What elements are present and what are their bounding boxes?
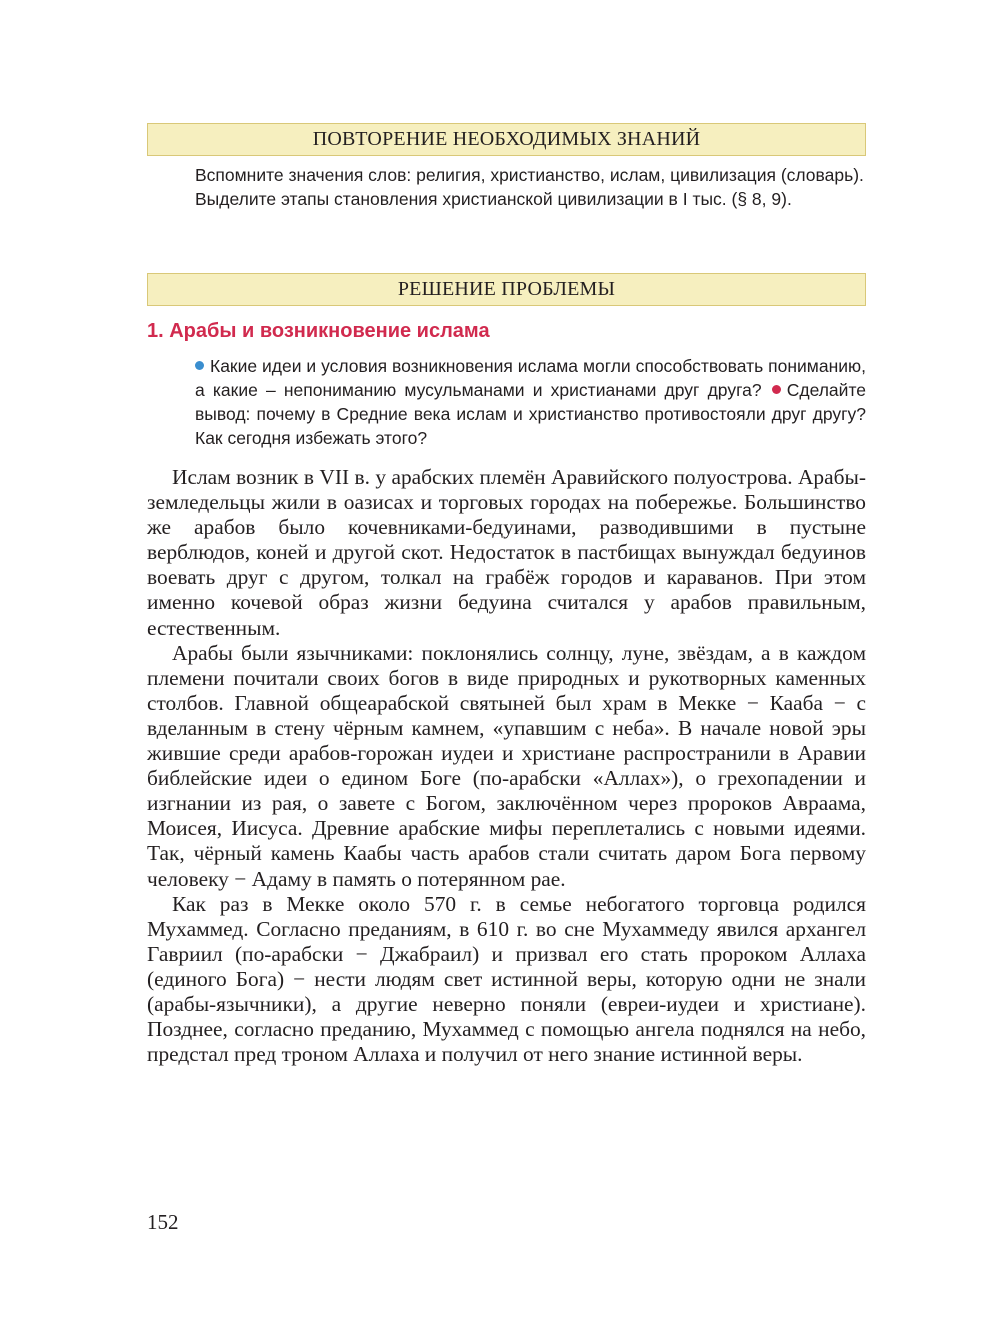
problem-banner: РЕШЕНИЕ ПРОБЛЕМЫ (147, 273, 866, 306)
red-bullet-icon (772, 385, 781, 394)
body-paragraph-2: Арабы были язычниками: поклонялись солнцу, луне, звёздам, а в каждом племени почитали своих богов в виде природных и рукотворных каменных столбов. Главной общеарабской святыней был храм в Мекке − Кааба − с вделанным в стену чёрным камнем, «упавшим с неба». В начале новой эры жившие среди арабов-горожан иудеи и христиане распространили в Аравии библейские идеи о едином Боге (по-арабски «Аллах»), о грехопадении и изгнании из рая, о завете с Богом, заключённом через пророков Авраама, Моисея, Иисуса. Древние арабские мифы переплетались с новыми идеями. Так, чёрный камень Каабы часть арабов стали считать даром Бога первому человеку − Адаму в память о потерянном рае. (147, 640, 866, 891)
task-question-1: Какие идеи и условия возникновения ислама могли способствовать пониманию, а какие – непониманию мусульманами и христианами друг друга? (195, 356, 866, 400)
review-banner: ПОВТОРЕНИЕ НЕОБХОДИМЫХ ЗНАНИЙ (147, 123, 866, 156)
body-paragraph-1: Ислам возник в VII в. у арабских племён Аравийского полуострова. Арабы-земледельцы жили в оазисах и торговых городах на побережье. Большинство же арабов было кочевниками-бедуинами, разводившими в пустыне верблюдов, коней и другой скот. Недостаток в пастбищах вынуждал бедуинов воевать друг с другом, толкал на грабёж городов и караванов. При этом именно кочевой образ жизни бедуина считался у арабов правильным, естественным. (147, 465, 866, 640)
review-line-2: Выделите этапы становления христианской цивилизации в I тыс. (§ 8, 9). (195, 189, 792, 209)
page-number: 152 (147, 1210, 179, 1234)
review-block (195, 163, 866, 211)
task-question-2: Сделайте вывод: почему в Средние века ислам и христианство противостояли друг другу? Как сегодня избежать этого? (195, 380, 866, 448)
main-text (147, 465, 866, 1067)
body-paragraph-3: Как раз в Мекке около 570 г. в семье небогатого торговца родился Мухаммед. Согласно преданиям, в 610 г. во сне Мухаммеду явился архангел Гавриил (по-арабски − Джабраил) и призвал его стать пророком Аллаха (единого Бога) − нести людям свет истинной веры, которую одни не знали (арабы-язычники), а другие неверно поняли (евреи-иудеи и христиане). Позднее, согласно преданию, Мухаммед с помощью ангела поднялся на небо, предстал пред троном Аллаха и получил от него знание истинной веры. (147, 891, 866, 1067)
review-line-1: Вспомните значения слов: религия, христианство, ислам, цивилизация (словарь). (195, 165, 864, 185)
task-questions (195, 354, 866, 450)
blue-bullet-icon (195, 361, 204, 370)
section-heading: 1. Арабы и возникновение ислама (147, 320, 490, 342)
task-block (195, 354, 866, 450)
